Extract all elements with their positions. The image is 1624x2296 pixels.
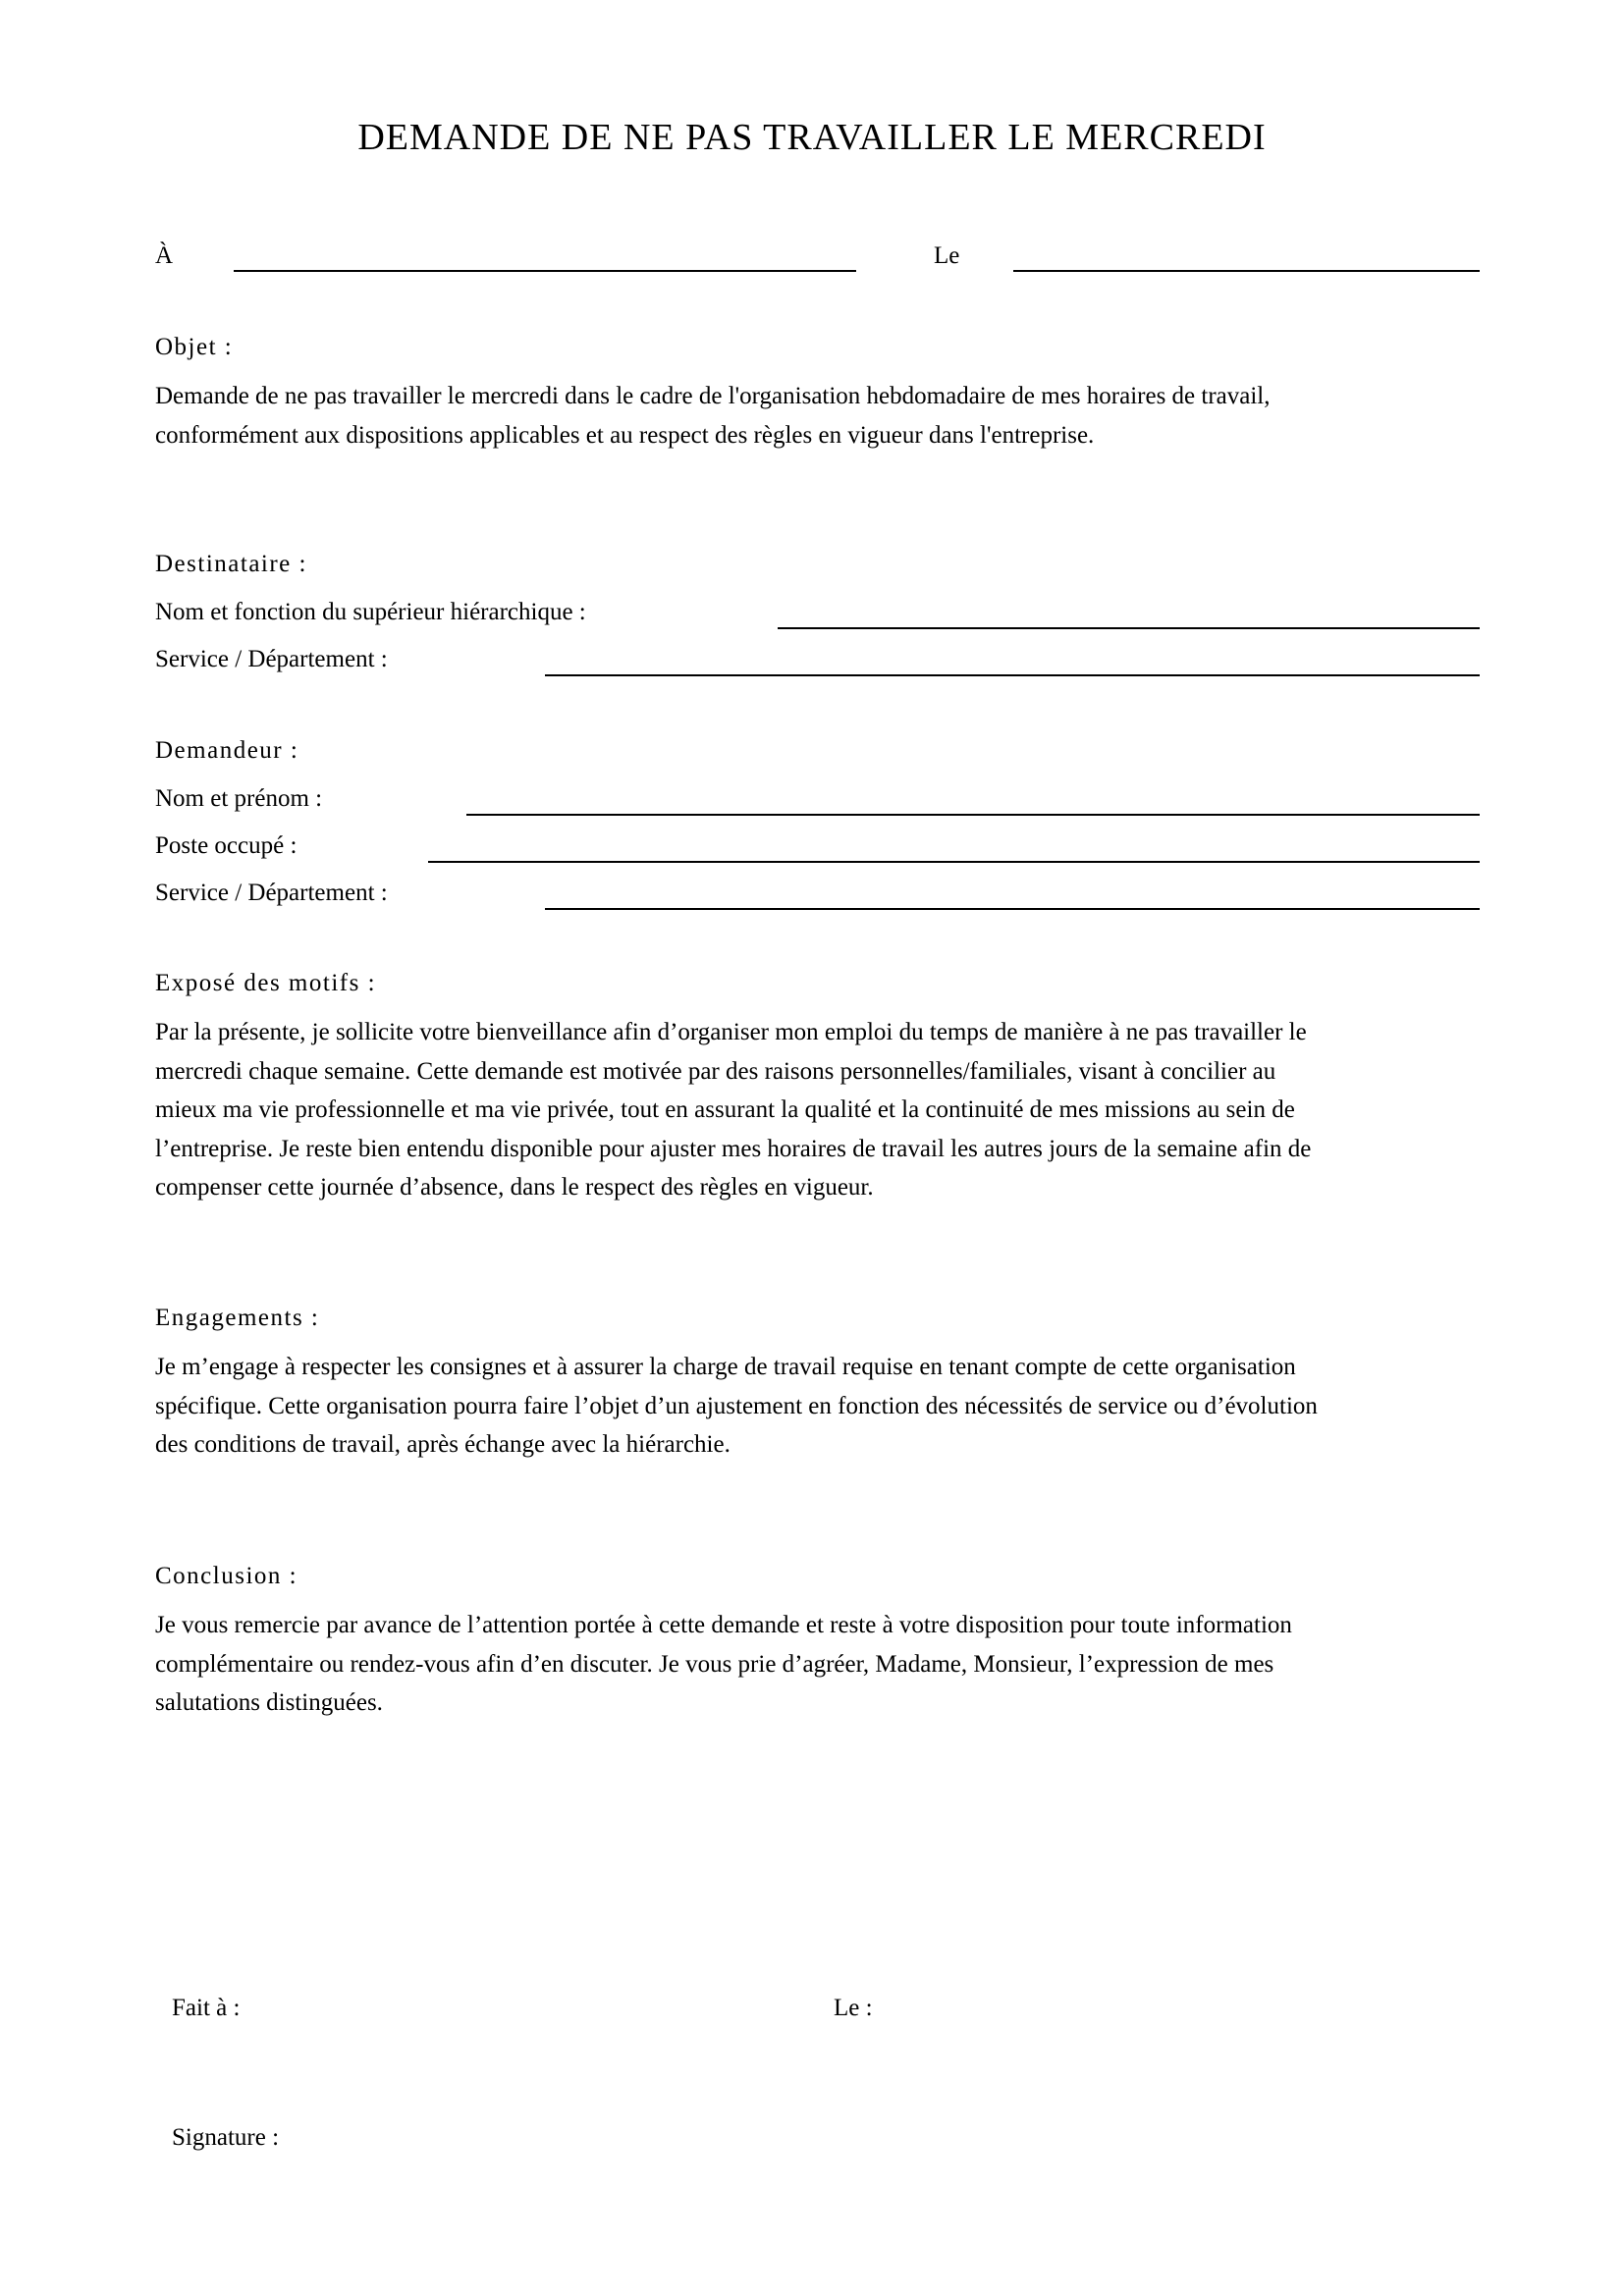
motifs-line: mercredi chaque semaine. Cette demande est motivée par des raisons personnelles/familiales, visant à concilier au bbox=[155, 1057, 1276, 1085]
demandeur-heading: Demandeur : bbox=[155, 737, 299, 764]
fait-a-label: Fait à : bbox=[172, 1995, 241, 2021]
engagements-paragraph bbox=[155, 1348, 1481, 1465]
document-title: DEMANDE DE NE PAS TRAVAILLER LE MERCREDI bbox=[357, 117, 1267, 158]
requester-name-field-line[interactable] bbox=[466, 814, 1480, 816]
objet-heading: Objet : bbox=[155, 334, 234, 360]
superior-name-label: Nom et fonction du supérieur hiérarchique : bbox=[155, 599, 586, 625]
requester-name-label: Nom et prénom : bbox=[155, 785, 323, 812]
conclusion-paragraph bbox=[155, 1606, 1481, 1723]
engagements-line: Je m’engage à respecter les consignes et à assurer la charge de travail requise en tenant compte de cette organisation bbox=[155, 1354, 1296, 1380]
requester-service-field-line[interactable] bbox=[545, 908, 1480, 910]
conclusion-heading: Conclusion : bbox=[155, 1563, 298, 1589]
date-label: Le bbox=[934, 242, 960, 269]
objet-paragraph bbox=[155, 377, 1481, 454]
to-label: À bbox=[155, 242, 174, 269]
motifs-line: mieux ma vie professionnelle et ma vie privée, tout en assurant la qualité et la continuité de mes missions au sein de bbox=[155, 1096, 1295, 1123]
engagements-line: spécifique. Cette organisation pourra faire l’objet d’un ajustement en fonction des nécessités de service ou d’évolution bbox=[155, 1392, 1318, 1419]
motifs-heading: Exposé des motifs : bbox=[155, 970, 377, 996]
conclusion-line: complémentaire ou rendez-vous afin d’en discuter. Je vous prie d’agréer, Madame, Monsieur, l’expression de mes bbox=[155, 1650, 1274, 1678]
engagements-line: des conditions de travail, après échange avec la hiérarchie. bbox=[155, 1431, 731, 1458]
superior-name-field-line[interactable] bbox=[778, 627, 1480, 629]
recipient-service-label: Service / Département : bbox=[155, 646, 388, 672]
requester-poste-label: Poste occupé : bbox=[155, 832, 298, 859]
footer-date-label: Le : bbox=[834, 1995, 873, 2021]
date-field-line[interactable] bbox=[1013, 270, 1480, 272]
motifs-paragraph bbox=[155, 1013, 1481, 1207]
recipient-service-field-line[interactable] bbox=[545, 674, 1480, 676]
conclusion-line: salutations distinguées. bbox=[155, 1689, 383, 1716]
engagements-heading: Engagements : bbox=[155, 1305, 320, 1331]
requester-poste-field-line[interactable] bbox=[428, 861, 1480, 863]
destinataire-heading: Destinataire : bbox=[155, 551, 307, 577]
conclusion-line: Je vous remercie par avance de l’attention portée à cette demande et reste à votre disposition pour toute information bbox=[155, 1612, 1292, 1638]
objet-line: conformément aux dispositions applicables et au respect des règles en vigueur dans l'entreprise. bbox=[155, 421, 1095, 449]
motifs-line: Par la présente, je sollicite votre bienveillance afin d’organiser mon emploi du temps de manière à ne pas travailler le bbox=[155, 1019, 1307, 1045]
motifs-line: compenser cette journée d’absence, dans le respect des règles en vigueur. bbox=[155, 1174, 874, 1201]
requester-service-label: Service / Département : bbox=[155, 880, 388, 906]
objet-line: Demande de ne pas travailler le mercredi dans le cadre de l'organisation hebdomadaire de mes horaires de travail, bbox=[155, 383, 1271, 409]
signature-label: Signature : bbox=[172, 2124, 280, 2151]
to-field-line[interactable] bbox=[234, 270, 856, 272]
motifs-line: l’entreprise. Je reste bien entendu disponible pour ajuster mes horaires de travail les autres jours de la semaine afin de bbox=[155, 1135, 1312, 1162]
